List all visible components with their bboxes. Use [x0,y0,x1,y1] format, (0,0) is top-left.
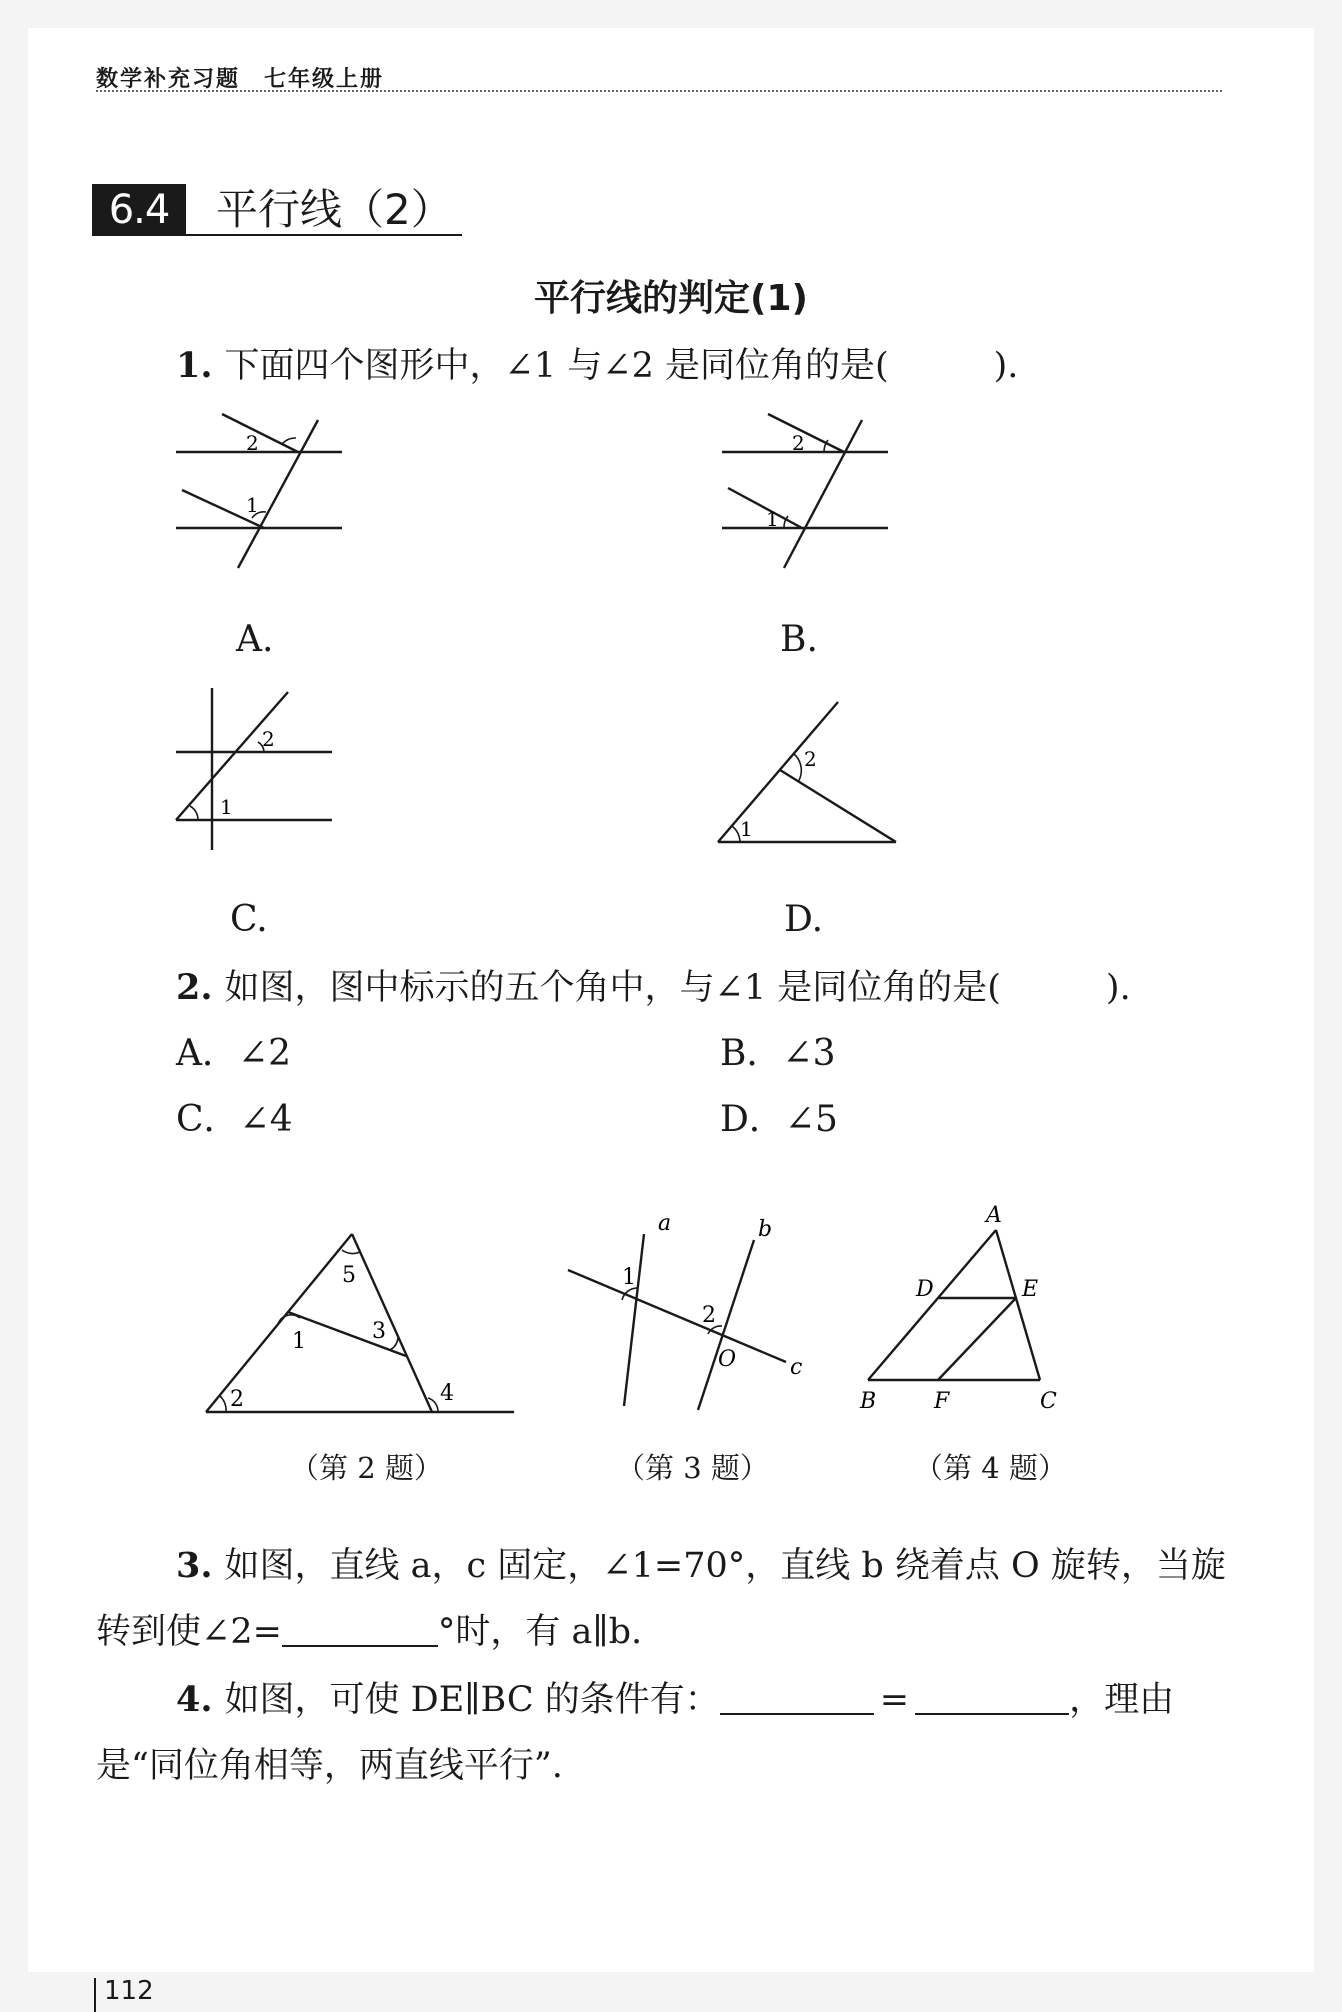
question-3-line-2 [96,1610,642,1654]
question-2-text: 如图，图中标示的五个角中，与∠1 是同位角的是( ). [224,968,1131,1008]
figure-question-2 [196,1222,520,1422]
question-2 [176,966,1131,1010]
section-underline [186,234,462,236]
section-number: 6.4 [92,184,186,236]
fig1d-angle-1: 1 [740,817,753,841]
fig4-point-b: B [860,1389,877,1414]
subsection-title: 平行线的判定(1) [534,278,808,319]
fig2-angle-1: 1 [292,1329,306,1354]
q2-option-a: A．∠2 [176,1033,292,1074]
fig3-line-a: a [658,1211,672,1236]
question-4-number: 4. [176,1679,213,1720]
figure-3-caption: （第 3 题） [616,1451,769,1485]
question-1-number: 1. [176,345,213,386]
fig1d-angle-2: 2 [804,747,817,771]
figure-1b [716,408,896,578]
fig1c-angle-1: 1 [220,795,233,819]
fig2-angle-2: 2 [230,1387,244,1412]
fig2-angle-4: 4 [440,1381,454,1406]
question-3-line-1 [176,1544,1226,1588]
q2-option-c: C．∠4 [176,1099,293,1140]
figure-1c-label: C. [230,899,268,940]
section-title: 平行线（2） [216,185,453,234]
running-header: 数学补充习题 七年级上册 [96,67,385,92]
question-4-text-1b: ，理由 [1069,1680,1175,1720]
figure-1b-label: B. [780,619,818,660]
question-4-answer-blank-2[interactable] [915,1679,1069,1715]
fig2-angle-3: 3 [372,1319,386,1344]
question-4-line-1 [176,1678,1174,1722]
fig1b-angle-1: 1 [766,507,779,531]
fig1a-angle-1: 1 [246,493,259,517]
fig3-angle-2: 2 [702,1303,716,1328]
fig4-point-d: D [916,1277,934,1302]
figure-1c [170,686,340,856]
figure-question-3 [562,1210,812,1420]
question-3-text-2a: 转到使∠2= [96,1612,282,1652]
question-1-text: 下面四个图形中，∠1 与∠2 是同位角的是( ). [224,346,1019,386]
figure-4-caption: （第 4 题） [914,1451,1067,1485]
question-3-number: 3. [176,1545,213,1586]
fig4-point-e: E [1022,1277,1039,1302]
fig4-point-c: C [1040,1389,1057,1414]
fig1c-angle-2: 2 [262,727,275,751]
fig3-angle-1: 1 [622,1265,636,1290]
fig3-line-b: b [758,1217,773,1242]
fig3-line-c: c [790,1355,803,1380]
q2-option-d: D．∠5 [720,1099,838,1140]
figure-1a-label: A. [236,619,274,660]
figure-1d [710,696,910,856]
question-3-answer-blank[interactable] [282,1611,438,1647]
page-number: 112 [104,1976,154,2006]
figure-1a [170,408,350,578]
question-3-text-1: 如图，直线 a，c 固定，∠1=70°，直线 b 绕着点 O 旋转，当旋 [224,1546,1226,1586]
fig2-angle-5: 5 [342,1263,356,1288]
question-1 [176,344,1018,388]
question-2-number: 2. [176,967,213,1008]
header-divider [96,90,1222,92]
question-4-equals: = [879,1680,910,1720]
q2-option-b: B．∠3 [720,1033,836,1074]
fig1b-angle-2: 2 [792,431,805,455]
question-4-text-1a: 如图，可使 DE∥BC 的条件有： [224,1680,720,1720]
question-4-answer-blank-1[interactable] [720,1679,874,1715]
figure-question-4 [858,1196,1118,1426]
question-4-line-2: 是“同位角相等，两直线平行”. [96,1746,563,1786]
fig4-point-f: F [934,1389,950,1414]
figure-2-caption: （第 2 题） [290,1451,443,1485]
page-number-bar [94,1978,96,2012]
fig3-point-o: O [718,1347,737,1372]
question-3-text-2b: °时，有 a∥b. [437,1612,643,1652]
fig4-point-a: A [986,1203,1002,1228]
figure-1d-label: D. [784,899,824,940]
fig1a-angle-2: 2 [246,431,259,455]
